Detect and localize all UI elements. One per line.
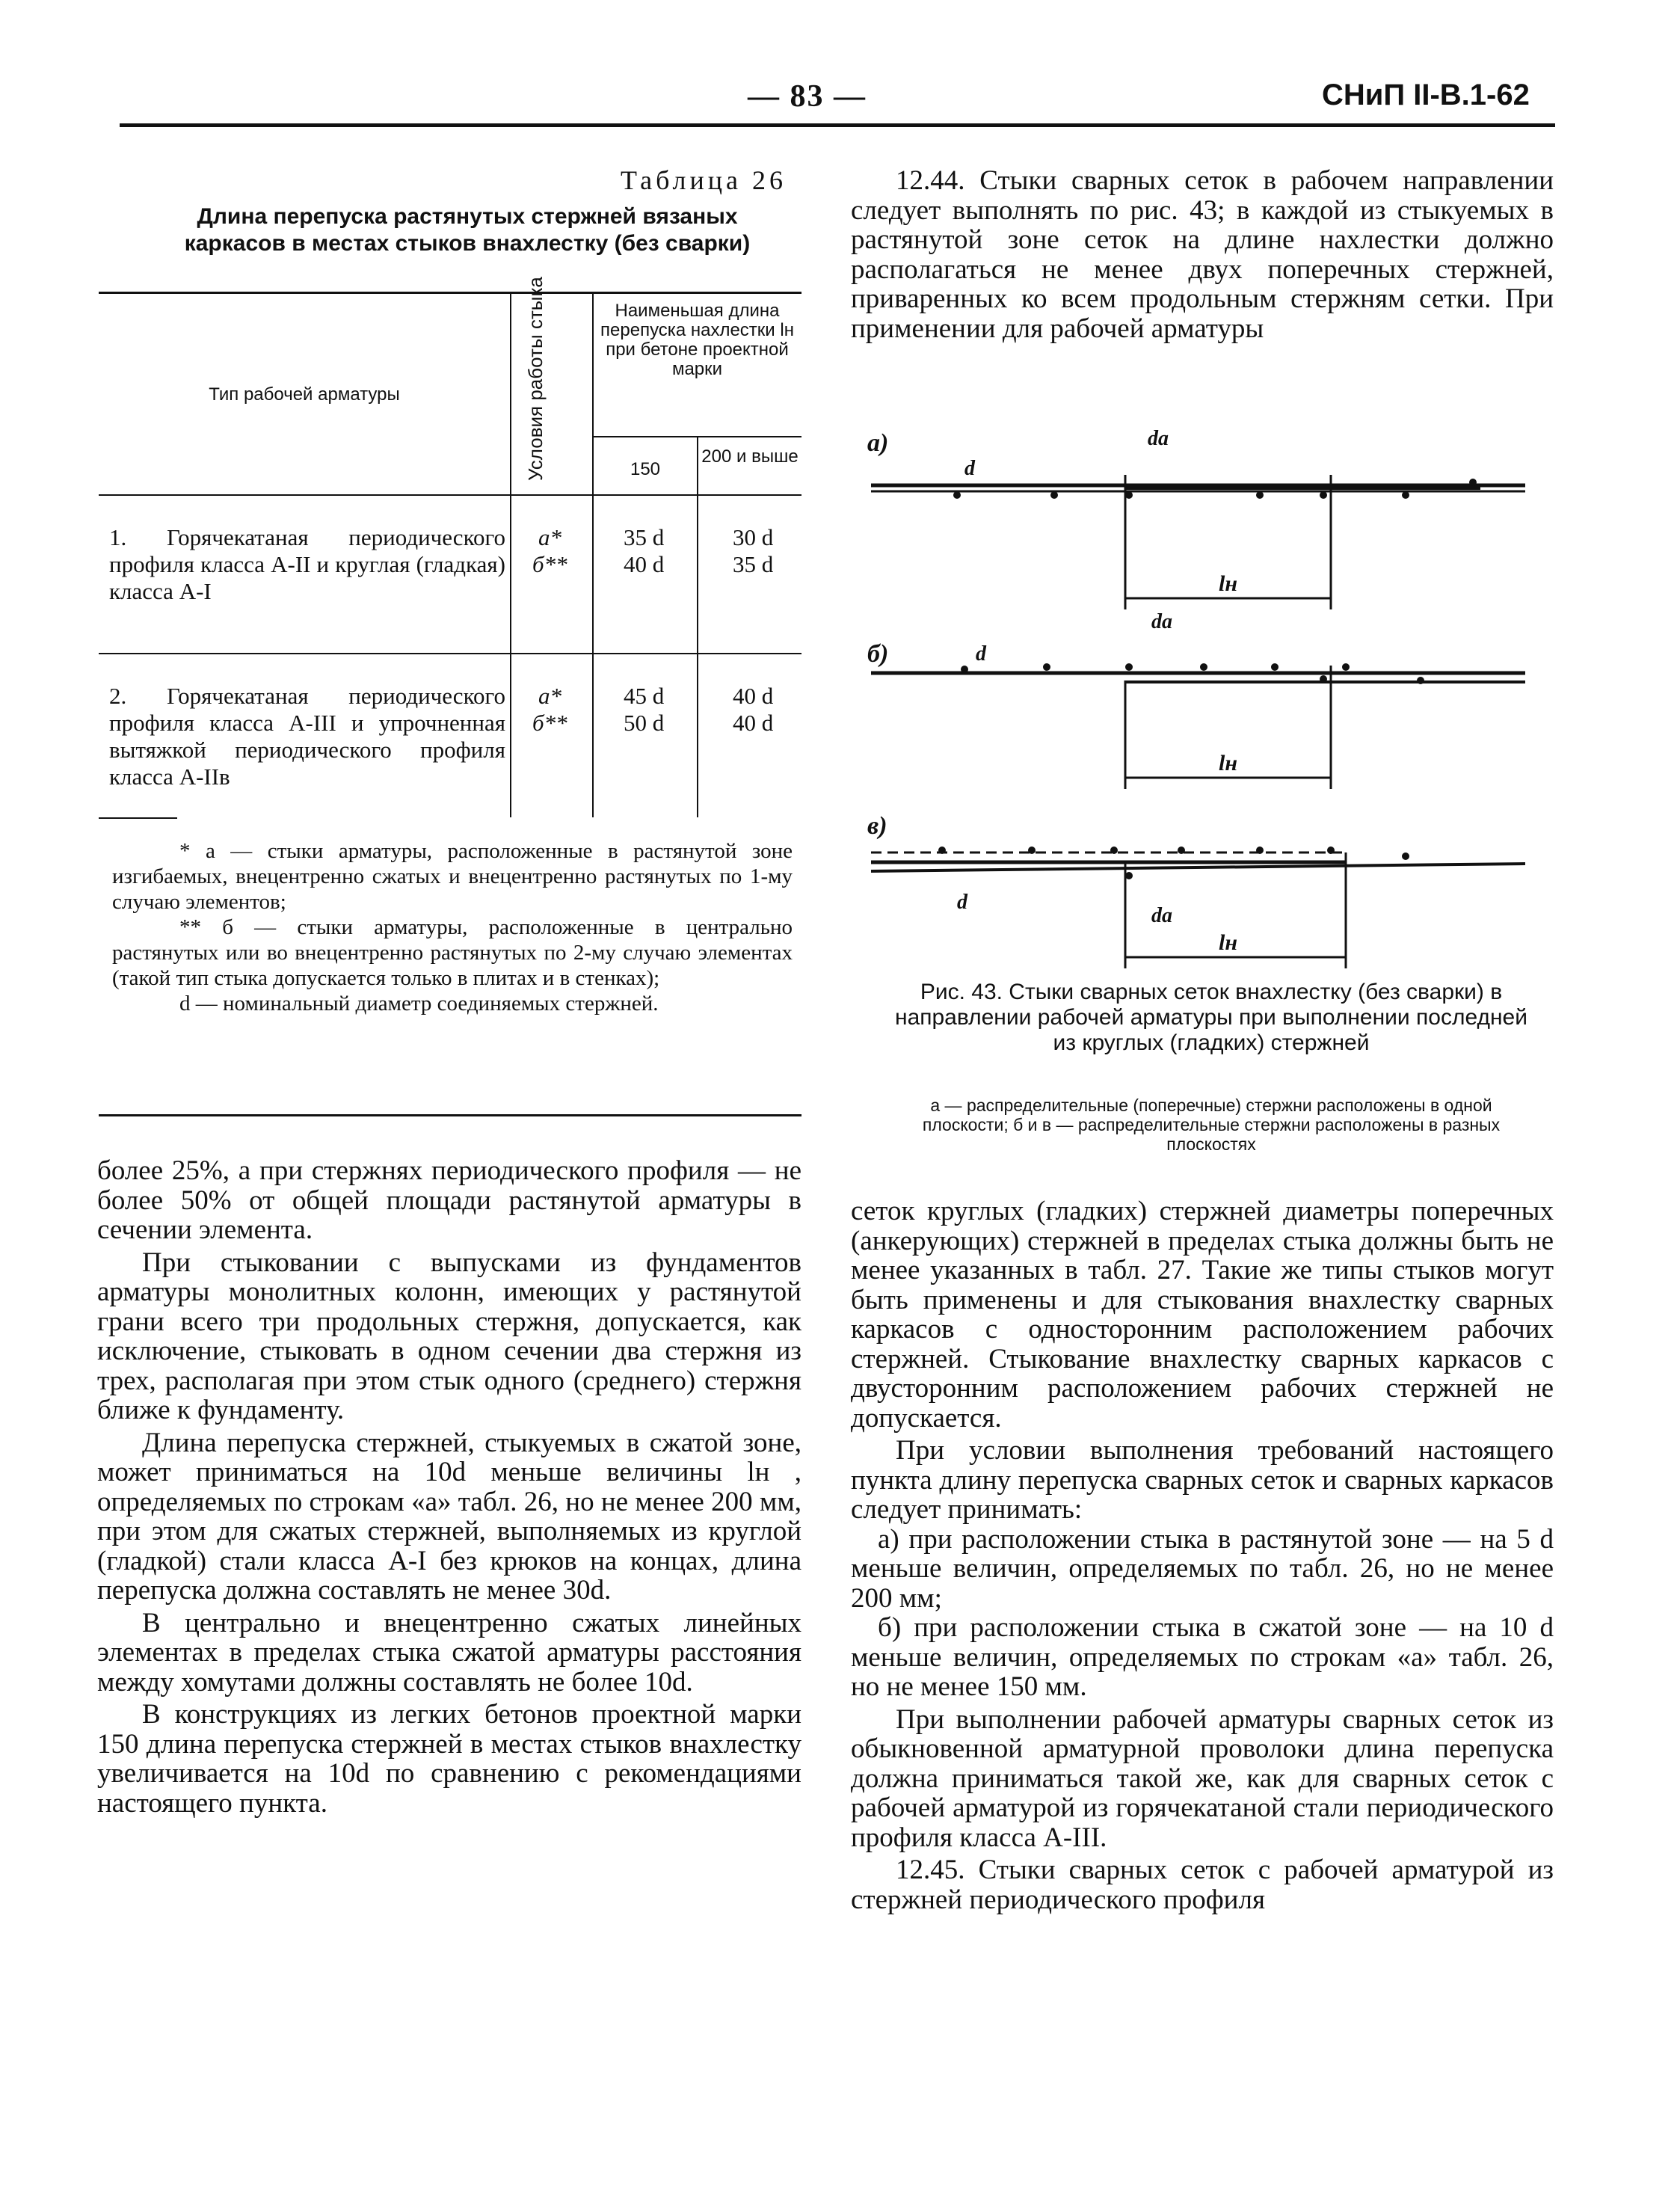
- row1-type: 1. Горячекатаная периодического профиля класса А-II и круглая (гладкая) класса А-I: [109, 524, 505, 604]
- table-divider: [592, 436, 801, 437]
- fig-da-b: dа: [1151, 610, 1172, 633]
- table-label: Таблица 26: [621, 165, 787, 195]
- para-12-44: 12.44. Стыки сварных сеток в рабочем направлении следует выполнять по рис. 43; в каждой из стыкуемых в растянутой зоне сеток на длине нахлестки должно располагаться не менее двух поперечных стержней, приваренных ко всем продольным стержням сетки. При применении для рабочей арматуры: [851, 165, 1554, 344]
- para-cont: сеток круглых (гладких) стержней диаметры поперечных (анкерующих) стержней в пределах стыка должны быть не менее указанных в табл. 27. Такие же типы стыков могут быть применены и для стыкования внахлестку сварных каркасов с односторонним расположением рабочих стержней. Стыкование внахлестку сварных каркасов с двусторонним расположением рабочих стержней не допускается.: [851, 1196, 1554, 1434]
- row2-200-b: 40 d: [733, 710, 774, 736]
- fig-d-v: d: [957, 891, 967, 914]
- note-a: * а — стыки арматуры, расположенные в растянутой зоне изгибаемых, внецентренно сжатых и внецентренно растянутых по 1-му случаю элементов;: [112, 839, 793, 914]
- header-conditions: Условия работы стыка: [524, 277, 547, 481]
- para-b: б) при расположении стыка в сжатой зоне — на 10 d меньше величин, определяемых по строкам «а» табл. 26, но не менее 150 мм.: [851, 1612, 1554, 1702]
- left-p1: более 25%, а при стержнях периодического профиля — не более 50% от общей площади растянутой арматуры в сечении элемента.: [97, 1155, 801, 1245]
- notes-rule: [99, 817, 177, 819]
- table-26: [99, 277, 801, 1116]
- row2-type: 2. Горячекатаная периодического профиля класса А-III и упрочненная вытяжкой периодического профиля класса А-IIв: [109, 683, 505, 790]
- row1-200-a: 30 d: [733, 524, 774, 550]
- figure-43: [867, 423, 1555, 976]
- row2-200-a: 40 d: [733, 683, 774, 709]
- row1-cond-a: а*: [538, 524, 561, 550]
- table-title: Длина перепуска растянутых стержней вязаных каркасов в местах стыков внахлестку (без сварки): [184, 204, 751, 256]
- table-divider: [510, 294, 511, 817]
- table-divider: [697, 436, 698, 817]
- header-150: 150: [630, 459, 661, 479]
- rod: [871, 864, 1525, 871]
- header-200: 200 и выше: [701, 446, 799, 467]
- fig-d-b: d: [976, 642, 986, 666]
- fig-label-b: б): [867, 640, 889, 668]
- fig-da-v: dа: [1151, 904, 1172, 927]
- left-p5: В конструкциях из легких бетонов проектной марки 150 длина перепуска стержней в местах стыков внахлестку увеличивается на 10d по сравнению с рекомендациями настоящего пункта.: [97, 1699, 801, 1819]
- para-a: а) при расположении стыка в растянутой зоне — на 5 d меньше величин, определяемых по табл. 26, но не менее 200 мм;: [851, 1523, 1554, 1614]
- left-column: [97, 1156, 801, 1818]
- figure-note: а — распределительные (поперечные) стержни расположены в одной плоскости; б и в — распределительные стержни расположены в разных плоскостях: [922, 1096, 1501, 1154]
- row1-150-b: 40 d: [624, 551, 665, 577]
- table-notes: [112, 838, 793, 1016]
- table-divider: [99, 494, 801, 496]
- figure-caption: Рис. 43. Стыки сварных сеток внахлестку (без сварки) в направлении рабочей арматуры при выполнении последней из круглых (гладких) стержней: [895, 980, 1527, 1055]
- row2-cond-b: б**: [532, 710, 567, 736]
- left-p2: При стыковании с выпусками из фундаментов арматуры монолитных колонн, имеющих у растянутой грани всего три продольных стержня, допускается, как исключение, стыковать в одном сечении два стержня из трех, располагая при этом стык одного (среднего) стержня ближе к фундаменту.: [97, 1247, 801, 1425]
- row2-150-b: 50 d: [624, 710, 665, 736]
- fig-ln-a: lн: [1219, 571, 1237, 596]
- para-wire: При выполнении рабочей арматуры сварных сеток из обыкновенной арматурной проволоки длина перепуска должна приниматься такой же, как для сварных сеток с рабочей арматурой из горячекатаной стали периодического профиля класса А-III.: [851, 1703, 1554, 1853]
- left-p3: Длина перепуска стержней, стыкуемых в сжатой зоне, может приниматься на 10d меньше величины lн , определяемых по строкам «а» табл. 26, но не менее 200 мм, при этом для сжатых стержней, выполняемых из круглой (гладкой) стали класса А-I без крюков на концах, длина перепуска должна составлять не менее 30d.: [97, 1427, 801, 1606]
- left-p4: В центрально и внецентренно сжатых линейных элементах в пределах стыка сжатой арматуры расстояния между хомутами должны составлять не более 10d.: [97, 1607, 801, 1698]
- document-code: СНиП II-В.1-62: [1322, 79, 1530, 111]
- fig-label-v: в): [867, 812, 887, 840]
- table-divider: [99, 653, 801, 654]
- right-column-top: [851, 166, 1554, 343]
- fig-label-a: а): [867, 429, 889, 457]
- page-number: — 83 —: [748, 79, 867, 114]
- header-rule: [120, 123, 1555, 127]
- row1-cond-b: б**: [532, 551, 567, 577]
- para-conditions: При условии выполнения требований настоящего пункта длину перепуска сварных сеток и сварных каркасов следует принимать:: [851, 1435, 1554, 1525]
- table-divider: [592, 294, 594, 817]
- fig-da-a: dа: [1148, 427, 1169, 450]
- row1-200-b: 35 d: [733, 551, 774, 577]
- row2-cond-a: а*: [538, 683, 561, 709]
- fig-d-a: d: [964, 457, 975, 480]
- right-column-bottom: [851, 1196, 1554, 1914]
- para-12-45: 12.45. Стыки сварных сеток с рабочей арматурой из стержней периодического профиля: [851, 1855, 1554, 1915]
- fig-ln-v: lн: [1219, 930, 1237, 955]
- note-b: ** б — стыки арматуры, расположенные в центрально растянутых или во внецентренно растянутых по 2-му случаю элементах (такой тип стыка допускается только в плитах и в стенках);: [112, 915, 793, 990]
- header-min-length: Наименьшая длина перепуска нахлестки lн при бетоне проектной марки: [600, 301, 794, 379]
- row1-150-a: 35 d: [624, 524, 665, 550]
- row2-150-a: 45 d: [624, 683, 665, 709]
- note-d: d — номинальный диаметр соединяемых стержней.: [179, 992, 659, 1016]
- header-type: Тип рабочей арматуры: [209, 384, 400, 405]
- fig-ln-b: lн: [1219, 751, 1237, 775]
